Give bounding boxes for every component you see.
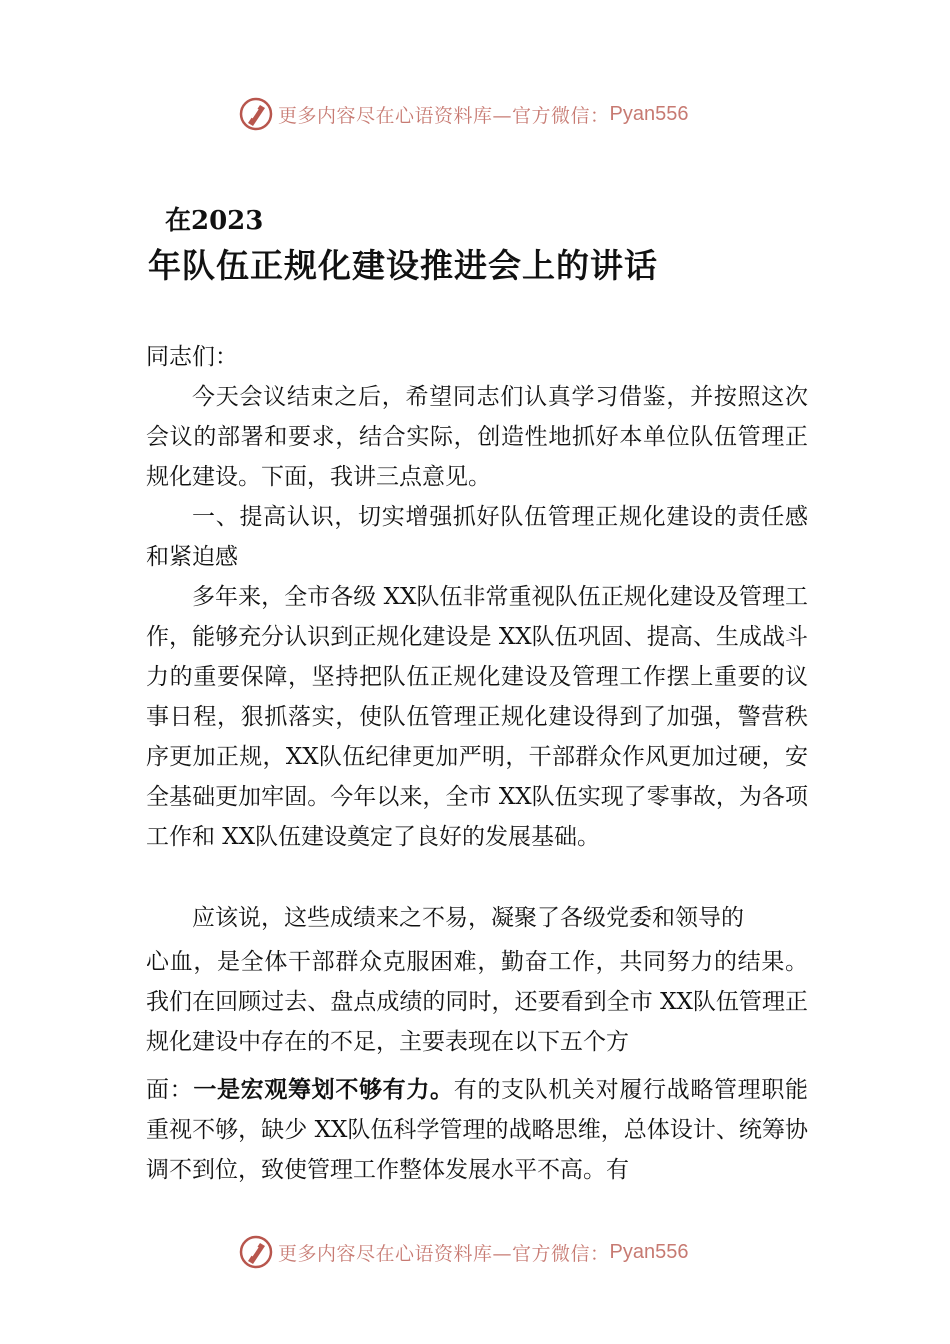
title-year-line: 在2023 [165, 206, 264, 236]
document-body [146, 377, 808, 857]
paragraph-point-one [146, 1070, 808, 1190]
paragraph-point-one-text: 有的支队机关对履行战略管理职能重视不够，缺少 XX队伍科学管理的战略思维，总体设计、统筹协调不到位，致使管理工作整体发展水平不高。有 [146, 1077, 809, 1183]
footer-watermark [238, 1232, 688, 1272]
watermark-wechat-id: Pyan556 [609, 102, 689, 125]
watermark-text: 更多内容尽在心语资料库—官方微信： [278, 104, 610, 127]
salutation: 同志们： [146, 344, 238, 370]
watermark-wechat-id: Pyan556 [609, 1240, 689, 1263]
document-body-continued-3 [146, 1070, 808, 1190]
header-watermark [238, 94, 688, 134]
paragraph-lead: 面： [146, 1077, 194, 1103]
section-heading-1: 一、提高认识，切实增强抓好队伍管理正规化建设的责任感和紧迫感 [146, 504, 808, 570]
page-title: 年队伍正规化建设推进会上的讲话 [148, 246, 658, 285]
document-body-continued-2 [146, 942, 808, 1062]
pen-nib-circle-icon [238, 96, 274, 132]
paragraph-intro: 今天会议结束之后，希望同志们认真学习借鉴，并按照这次会议的部署和要求，结合实际，创造性地抓好本单位队伍管理正规化建设。下面，我讲三点意见。 [146, 384, 808, 490]
watermark-text: 更多内容尽在心语资料库—官方微信： [278, 1242, 610, 1265]
paragraph-shortcomings: 心血，是全体干部群众克服困难，勤奋工作，共同努力的结果。我们在回顾过去、盘点成绩的同时，还要看到全市 XX队伍管理正规化建设中存在的不足，主要表现在以下五个方 [146, 949, 808, 1055]
paragraph-achievements: 多年来，全市各级 XX队伍非常重视队伍正规化建设及管理工作，能够充分认识到正规化建设是 XX队伍巩固、提高、生成战斗力的重要保障，坚持把队伍正规化建设及管理工作摆上重要的议事日程，狠抓落实，使队伍管理正规化建设得到了加强，警营秩序更加正规，XX队伍纪律更加严明，干部群众作风更加过硬，安全基础更加牢固。今年以来，全市 XX队伍实现了零事故，为各项工作和 XX队伍建设奠定了良好的发展基础。 [146, 584, 808, 850]
paragraph-shortcomings-first-line: 应该说，这些成绩来之不易，凝聚了各级党委和领导的 [192, 905, 744, 931]
pen-nib-circle-icon [238, 1234, 274, 1270]
document-body-continued [146, 898, 808, 938]
bold-point-one: 一是宏观筹划不够有力。 [193, 1077, 454, 1103]
